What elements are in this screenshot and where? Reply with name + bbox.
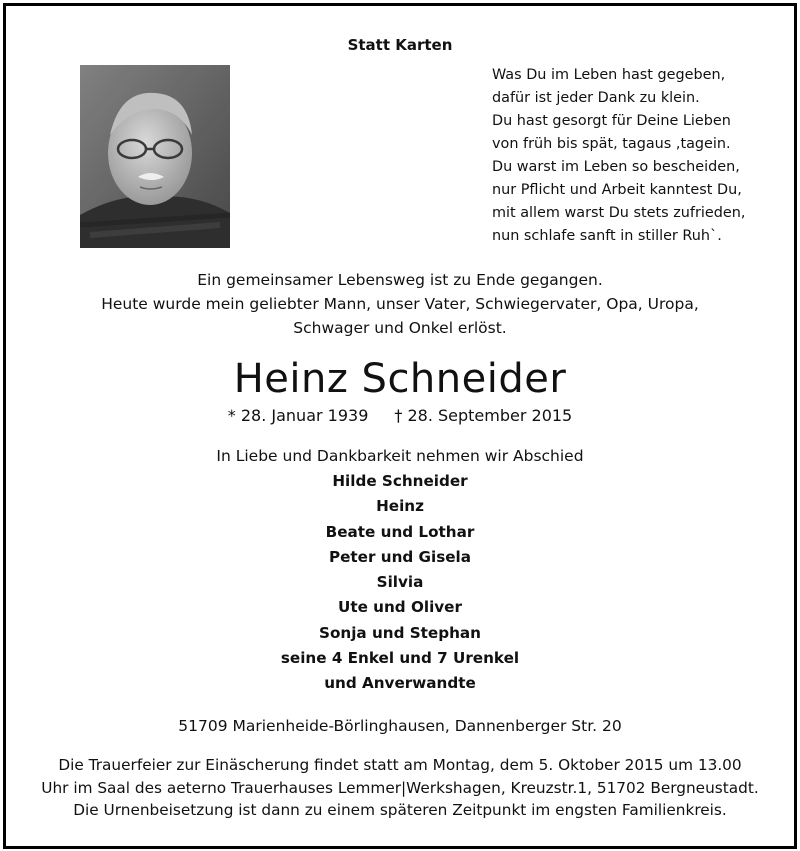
ceremony-info (6, 754, 794, 822)
poem-line: dafür ist jeder Dank zu klein. (492, 90, 700, 106)
birth-date: * 28. Januar 1939 (227, 406, 369, 425)
family-member: seine 4 Enkel und 7 Urenkel (280, 649, 520, 668)
family-member: Ute und Oliver (338, 598, 462, 617)
poem-line: nur Pflicht und Arbeit kanntest Du, (492, 182, 742, 198)
family-member: Silvia (376, 573, 424, 592)
statt-karten-heading: Statt Karten (347, 36, 453, 54)
poem-line: Du warst im Leben so bescheiden, (492, 159, 740, 175)
poem-line: nun schlafe sanft in stiller Ruh`. (492, 228, 722, 244)
intro-text (6, 268, 794, 340)
obituary-notice (3, 3, 797, 849)
portrait-photo (80, 65, 230, 248)
life-dates (6, 404, 794, 428)
poem-line: von früh bis spät, tagaus ,tagein. (492, 136, 731, 152)
poem (492, 64, 745, 248)
poem-line: Du hast gesorgt für Deine Lieben (492, 113, 731, 129)
ceremony-line: Die Urnenbeisetzung ist dann zu einem späteren Zeitpunkt im engsten Familienkreis. (73, 801, 727, 819)
address: 51709 Marienheide-Börlinghausen, Dannenberger Str. 20 (178, 717, 622, 735)
family-member: Peter und Gisela (328, 547, 472, 566)
deceased-name: Heinz Schneider (233, 356, 567, 402)
family-list (6, 469, 794, 697)
intro-line: Ein gemeinsamer Lebensweg ist zu Ende gegangen. (197, 271, 603, 289)
family-member: Hilde Schneider (332, 472, 468, 490)
ceremony-line: Uhr im Saal des aeterno Trauerhauses Lemmer|Werkshagen, Kreuzstr.1, 51702 Bergneustadt. (41, 778, 759, 797)
ceremony-line: Die Trauerfeier zur Einäscherung findet statt am Montag, dem 5. Oktober 2015 um 13.00 (58, 756, 742, 774)
poem-line: mit allem warst Du stets zufrieden, (492, 205, 746, 221)
intro-line: Schwager und Onkel erlöst. (293, 319, 507, 337)
intro-line: Heute wurde mein geliebter Mann, unser Vater, Schwiegervater, Opa, Uropa, (101, 295, 699, 313)
death-date: † 28. September 2015 (394, 406, 573, 425)
family-member: und Anverwandte (324, 674, 476, 693)
farewell-text: In Liebe und Dankbarkeit nehmen wir Abschied (216, 447, 584, 465)
family-member: Sonja und Stephan (319, 623, 481, 642)
family-member: Heinz (376, 497, 424, 516)
family-member: Beate und Lothar (325, 522, 475, 541)
portrait-image (80, 65, 230, 248)
poem-line: Was Du im Leben hast gegeben, (492, 67, 726, 83)
